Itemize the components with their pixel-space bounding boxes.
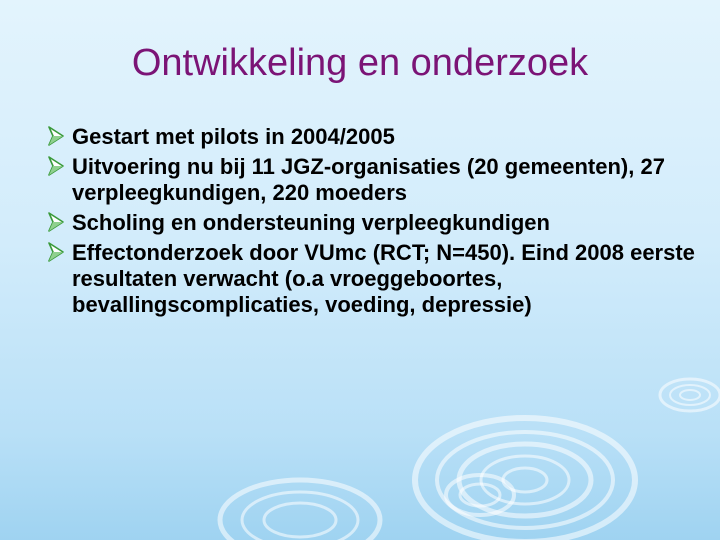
bullet-text: Uitvoering nu bij 11 JGZ-organisaties (20 gemeenten), 27 verpleegkundigen, 220 moeders — [72, 154, 665, 205]
ripple-large — [415, 418, 635, 540]
bullet-text: Gestart met pilots in 2004/2005 — [72, 124, 395, 149]
bullet-text: Scholing en ondersteuning verpleegkundigen — [72, 210, 550, 235]
arrowhead-bullet-icon — [46, 155, 66, 177]
ripple-right — [660, 379, 720, 411]
arrowhead-bullet-icon — [46, 125, 66, 147]
bullet-list — [72, 124, 702, 322]
bullet-text: Effectonderzoek door VUmc (RCT; N=450). Eind 2008 eerste resultaten verwacht (o.a vroeggeboortes, bevallingscomplicaties, voeding, depressie) — [72, 240, 695, 317]
arrowhead-bullet-icon — [46, 211, 66, 233]
bullet-item — [72, 124, 702, 150]
arrowhead-bullet-icon — [46, 241, 66, 263]
ripple-left — [220, 480, 380, 540]
bullet-item — [72, 154, 702, 206]
bullet-item — [72, 240, 702, 318]
bullet-item — [72, 210, 702, 236]
slide-title: Ontwikkeling en onderzoek — [131, 42, 589, 84]
